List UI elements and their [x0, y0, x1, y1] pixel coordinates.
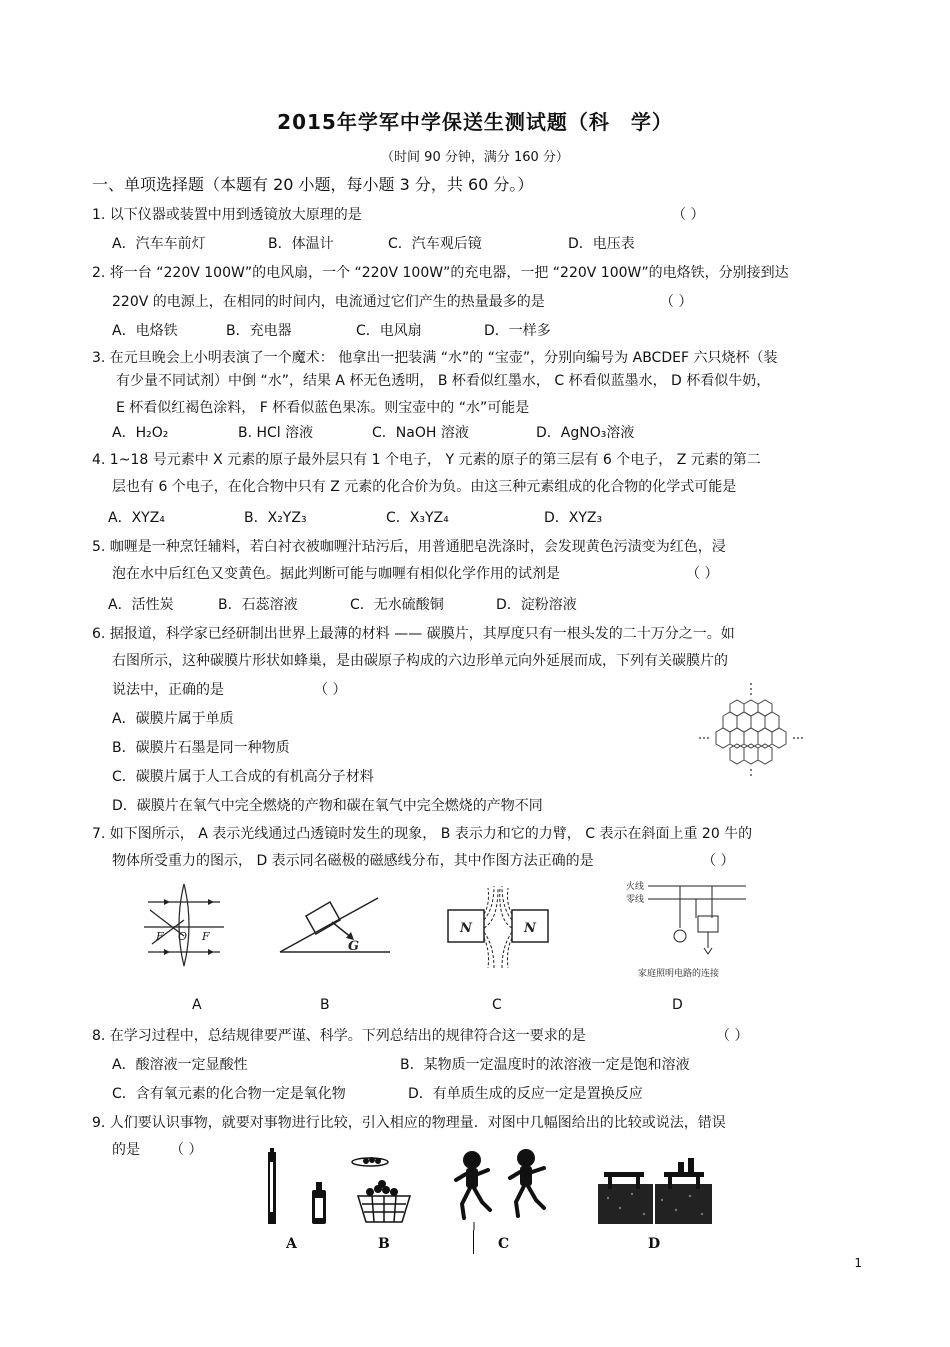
runners-figure — [452, 1146, 556, 1230]
question-4-option-a: A．XYZ₄ — [108, 510, 165, 526]
question-8-answer-paren: （ ） — [716, 1028, 749, 1044]
question-5-option-b: B．石蕊溶液 — [218, 597, 298, 613]
carbon-film-honeycomb-figure — [696, 680, 806, 780]
bottles-figure — [262, 1148, 334, 1230]
question-3-line-3: E 杯看似红褐色涂料， F 杯看似蓝色果冻。则宝壶中的 “水”可能是 — [116, 400, 530, 416]
question-1-option-c: C．汽车观后镜 — [388, 236, 482, 252]
question-6-line-2: 右图所示，这种碳膜片形状如蜂巢，是由碳原子构成的六边形单元向外延展而成，下列有关碳膜片的 — [112, 653, 728, 669]
question-3-option-b: B. HCl 溶液 — [238, 425, 314, 441]
question-1-option-a: A．汽车车前灯 — [112, 236, 206, 252]
gravity-label: G — [348, 939, 360, 954]
question-5-answer-paren: （ ） — [686, 566, 719, 582]
question-5-option-a: A．活性炭 — [108, 597, 174, 613]
question-7-figure-label-c: C — [492, 997, 502, 1013]
question-4-option-c: C．X₃YZ₄ — [386, 510, 449, 526]
question-2-line-1: 2. 将一台 “220V 100W”的电风扇，一个 “220V 100W”的充电器，一把 “220V 100W”的电烙铁，分别接到达 — [92, 265, 789, 281]
question-2-option-b: B．充电器 — [226, 323, 292, 339]
figure-divider — [473, 1230, 474, 1254]
question-4-line-2: 层也有 6 个电子，在化合物中只有 Z 元素的化合价为负。由这三种元素组成的化合物的化学式可能是 — [112, 479, 737, 495]
question-1-option-d: D．电压表 — [568, 236, 635, 252]
question-9-figure-label-a: A — [286, 1236, 297, 1252]
question-4-option-b: B．X₂YZ₃ — [244, 510, 307, 526]
pressure-on-sand-figure — [596, 1158, 714, 1226]
page-number: 1 — [854, 1256, 862, 1270]
question-6-line-3: 说法中，正确的是 — [112, 682, 224, 698]
exam-info: （时间 90 分钟，满分 160 分） — [381, 150, 569, 165]
optical-center-label: O — [178, 930, 188, 943]
question-8-option-a: A．酸溶液一定显酸性 — [112, 1057, 248, 1073]
question-7-line-1: 7. 如下图所示， A 表示光线通过凸透镜时发生的现象， B 表示力和它的力臂， C 表示在斜面上重 20 牛的 — [92, 826, 753, 842]
north-pole-label-1: N — [460, 921, 472, 936]
focal-point-label-1: F — [156, 930, 164, 943]
question-9-figure-label-c: C — [498, 1236, 510, 1252]
question-6-answer-paren: （ ） — [314, 682, 347, 698]
question-3-option-a: A．H₂O₂ — [112, 425, 169, 441]
question-1-answer-paren: （ ） — [672, 207, 705, 223]
question-7-figure-label-a: A — [192, 997, 202, 1013]
question-6-option-d: D．碳膜片在氧气中完全燃烧的产物和碳在氧气中完全燃烧的产物不同 — [112, 798, 543, 814]
question-5-line-2: 泡在水中后红色又变黄色。据此判断可能与咖喱有相似化学作用的试剂是 — [112, 566, 560, 582]
focal-point-label-2: F — [202, 930, 210, 943]
question-9-line-1: 9. 人们要认识事物，就要对事物进行比较，引入相应的物理量．对图中几幅图给出的比较或说法，错误 — [92, 1115, 726, 1131]
question-3-option-c: C．NaOH 溶液 — [372, 425, 469, 441]
question-9-answer-paren: （ ） — [170, 1142, 203, 1158]
question-5-option-d: D．淀粉溶液 — [496, 597, 577, 613]
north-pole-label-2: N — [524, 921, 536, 936]
question-8-line-1: 8. 在学习过程中，总结规律要严谨、科学。下列总结出的规律符合这一要求的是 — [92, 1028, 586, 1044]
question-8-option-c: C．含有氧元素的化合物一定是氧化物 — [112, 1086, 346, 1102]
page-title: 2015年学军中学保送生测试题（科 学） — [277, 110, 673, 134]
question-7-figure-label-b: B — [320, 997, 330, 1013]
question-6-option-b: B．碳膜片石墨是同一种物质 — [112, 740, 290, 756]
question-9-figure-label-b: B — [378, 1236, 390, 1252]
question-1-line-1: 1. 以下仪器或装置中用到透镜放大原理的是 — [92, 207, 362, 223]
question-7-figure-label-d: D — [672, 997, 683, 1013]
convex-lens-figure — [142, 880, 226, 970]
question-1-option-b: B．体温计 — [268, 236, 334, 252]
question-2-answer-paren: （ ） — [660, 294, 693, 310]
basket-figure — [348, 1152, 420, 1228]
question-2-option-a: A．电烙铁 — [112, 323, 178, 339]
question-6-option-a: A．碳膜片属于单质 — [112, 711, 234, 727]
question-9-figure-label-d: D — [648, 1236, 661, 1252]
question-2-option-d: D．一样多 — [484, 323, 551, 339]
question-8-option-d: D．有单质生成的反应一定是置换反应 — [408, 1086, 643, 1102]
magnet-field-lines-figure — [446, 884, 550, 970]
question-6-line-1: 6. 据报道，科学家已经研制出世界上最薄的材料 —— 碳膜片，其厚度只有一根头发的二十万分之一。如 — [92, 626, 735, 642]
question-7-line-2: 物体所受重力的图示， D 表示同名磁极的磁感线分布，其中作图方法正确的是 — [112, 853, 594, 869]
incline-block-figure — [278, 886, 394, 956]
question-7-answer-paren: （ ） — [702, 853, 735, 869]
question-5-option-c: C．无水硫酸铜 — [350, 597, 444, 613]
question-2-option-c: C．电风扇 — [356, 323, 422, 339]
question-2-line-2: 220V 的电源上，在相同的时间内，电流通过它们产生的热量最多的是 — [112, 294, 545, 310]
household-circuit-figure — [622, 878, 752, 980]
neutral-wire-label: 零线 — [626, 895, 645, 905]
live-wire-label: 火线 — [626, 882, 645, 892]
question-6-option-c: C．碳膜片属于人工合成的有机高分子材料 — [112, 769, 374, 785]
question-3-line-1: 3. 在元旦晚会上小明表演了一个魔术： 他拿出一把装满 “水”的 “宝壶”，分别向编号为 ABCDEF 六只烧杯（装 — [92, 350, 778, 366]
question-3-option-d: D．AgNO₃溶液 — [536, 425, 635, 441]
question-3-line-2: 有少量不同试剂）中倒 “水”，结果 A 杯无色透明， B 杯看似红墨水， C 杯看似蓝墨水， D 杯看似牛奶， — [116, 373, 771, 389]
section-heading: 一、单项选择题（本题有 20 小题，每小题 3 分，共 60 分。） — [92, 175, 534, 194]
question-5-line-1: 5. 咖喱是一种烹饪辅料，若白衬衣被咖喱汁玷污后，用普通肥皂洗涤时，会发现黄色污渍变为红色，浸 — [92, 539, 726, 555]
question-8-option-b: B．某物质一定温度时的浓溶液一定是饱和溶液 — [400, 1057, 690, 1073]
circuit-caption: 家庭照明电路的连接 — [638, 969, 720, 979]
question-9-line-2: 的是 — [112, 1142, 140, 1158]
question-4-line-1: 4. 1~18 号元素中 X 元素的原子最外层只有 1 个电子， Y 元素的原子的第三层有 6 个电子， Z 元素的第二 — [92, 452, 761, 468]
question-4-option-d: D．XYZ₃ — [544, 510, 603, 526]
